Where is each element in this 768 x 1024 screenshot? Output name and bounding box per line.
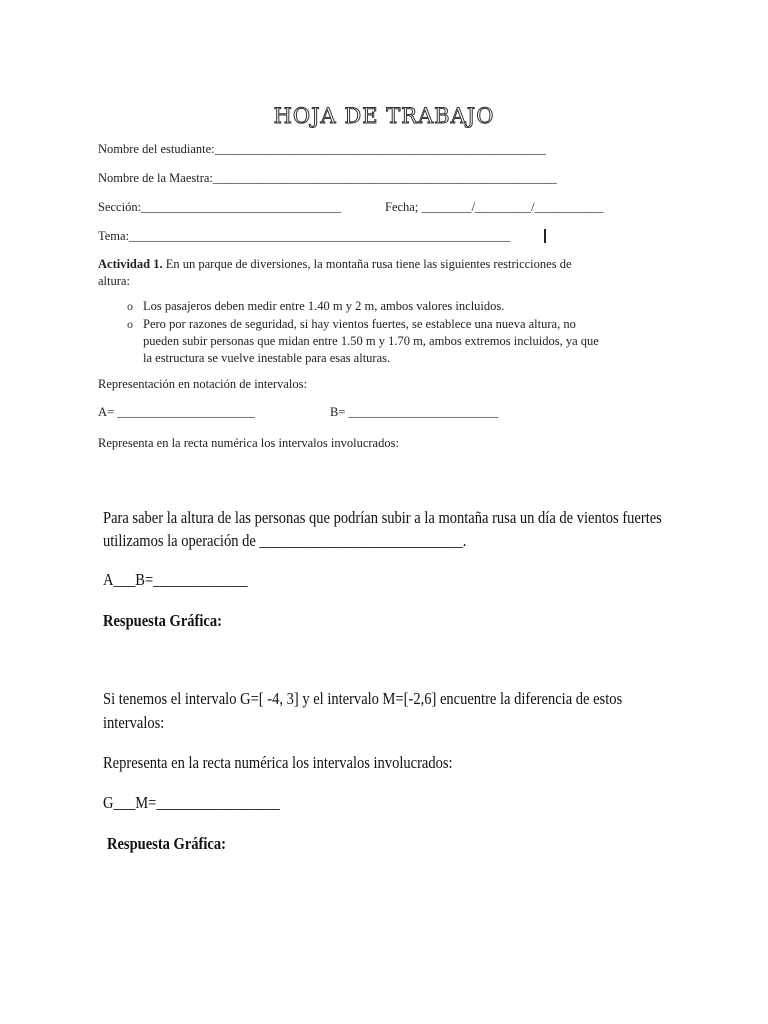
bullet-2-line2: pueden subir personas que midan entre 1.50 m y 1.70 m, ambos extremos incluidos, ya que: [143, 334, 599, 348]
difference-question-line1: Si tenemos el intervalo G=[ -4, 3] y el intervalo M=[-2,6] encuentre la diferencia de estos: [103, 689, 623, 708]
activity-intro-line1: [98, 257, 572, 272]
graphic-answer-label-2: Respuesta Gráfica:: [107, 834, 226, 853]
bullet-2-line1: Pero por razones de seguridad, si hay vientos fuertes, se establece una nueva altura, no: [143, 317, 576, 331]
text-cursor-mark: [544, 229, 546, 243]
represent-instruction-1: Representa en la recta numérica los intervalos involucrados:: [98, 436, 399, 450]
topic-field: Tema:_____________________________________________________________: [98, 229, 511, 243]
date-field: Fecha; ________/_________/___________: [385, 200, 604, 214]
operation-question-line2: utilizamos la operación de ____________________________.: [103, 531, 467, 550]
bullet-marker: o: [127, 317, 133, 331]
activity-label: Actividad 1.: [98, 257, 163, 271]
bullet-1: Los pasajeros deben medir entre 1.40 m y 2 m, ambos valores incluidos.: [143, 299, 505, 313]
represent-instruction-2: Representa en la recta numérica los intervalos involucrados:: [103, 753, 453, 772]
notation-label: Representación en notación de intervalos:: [98, 377, 307, 391]
a-op-b-field: A___B=_____________: [103, 570, 248, 589]
graphic-answer-label-1: Respuesta Gráfica:: [103, 611, 222, 630]
operation-question-line1: Para saber la altura de las personas que podrían subir a la montaña rusa un día de vientos fuertes: [103, 508, 662, 527]
activity-intro-line2: altura:: [98, 274, 130, 288]
section-field: Sección:________________________________: [98, 200, 342, 214]
student-name-field: Nombre del estudiante:_____________________________________________________: [98, 142, 546, 156]
g-op-m-field: G___M=_________________: [103, 793, 280, 812]
activity-intro-text: En un parque de diversiones, la montaña rusa tiene las siguientes restricciones de: [162, 257, 572, 271]
interval-b-field: B= ________________________: [330, 405, 499, 419]
teacher-name-field: Nombre de la Maestra:_______________________________________________________: [98, 171, 557, 185]
difference-question-line2: intervalos:: [103, 713, 165, 732]
bullet-2-line3: la estructura se vuelve inestable para esas alturas.: [143, 351, 391, 365]
interval-a-field: A= ______________________: [98, 405, 255, 419]
bullet-marker: o: [127, 299, 133, 313]
page-title: HOJA DE TRABAJO: [273, 104, 495, 128]
